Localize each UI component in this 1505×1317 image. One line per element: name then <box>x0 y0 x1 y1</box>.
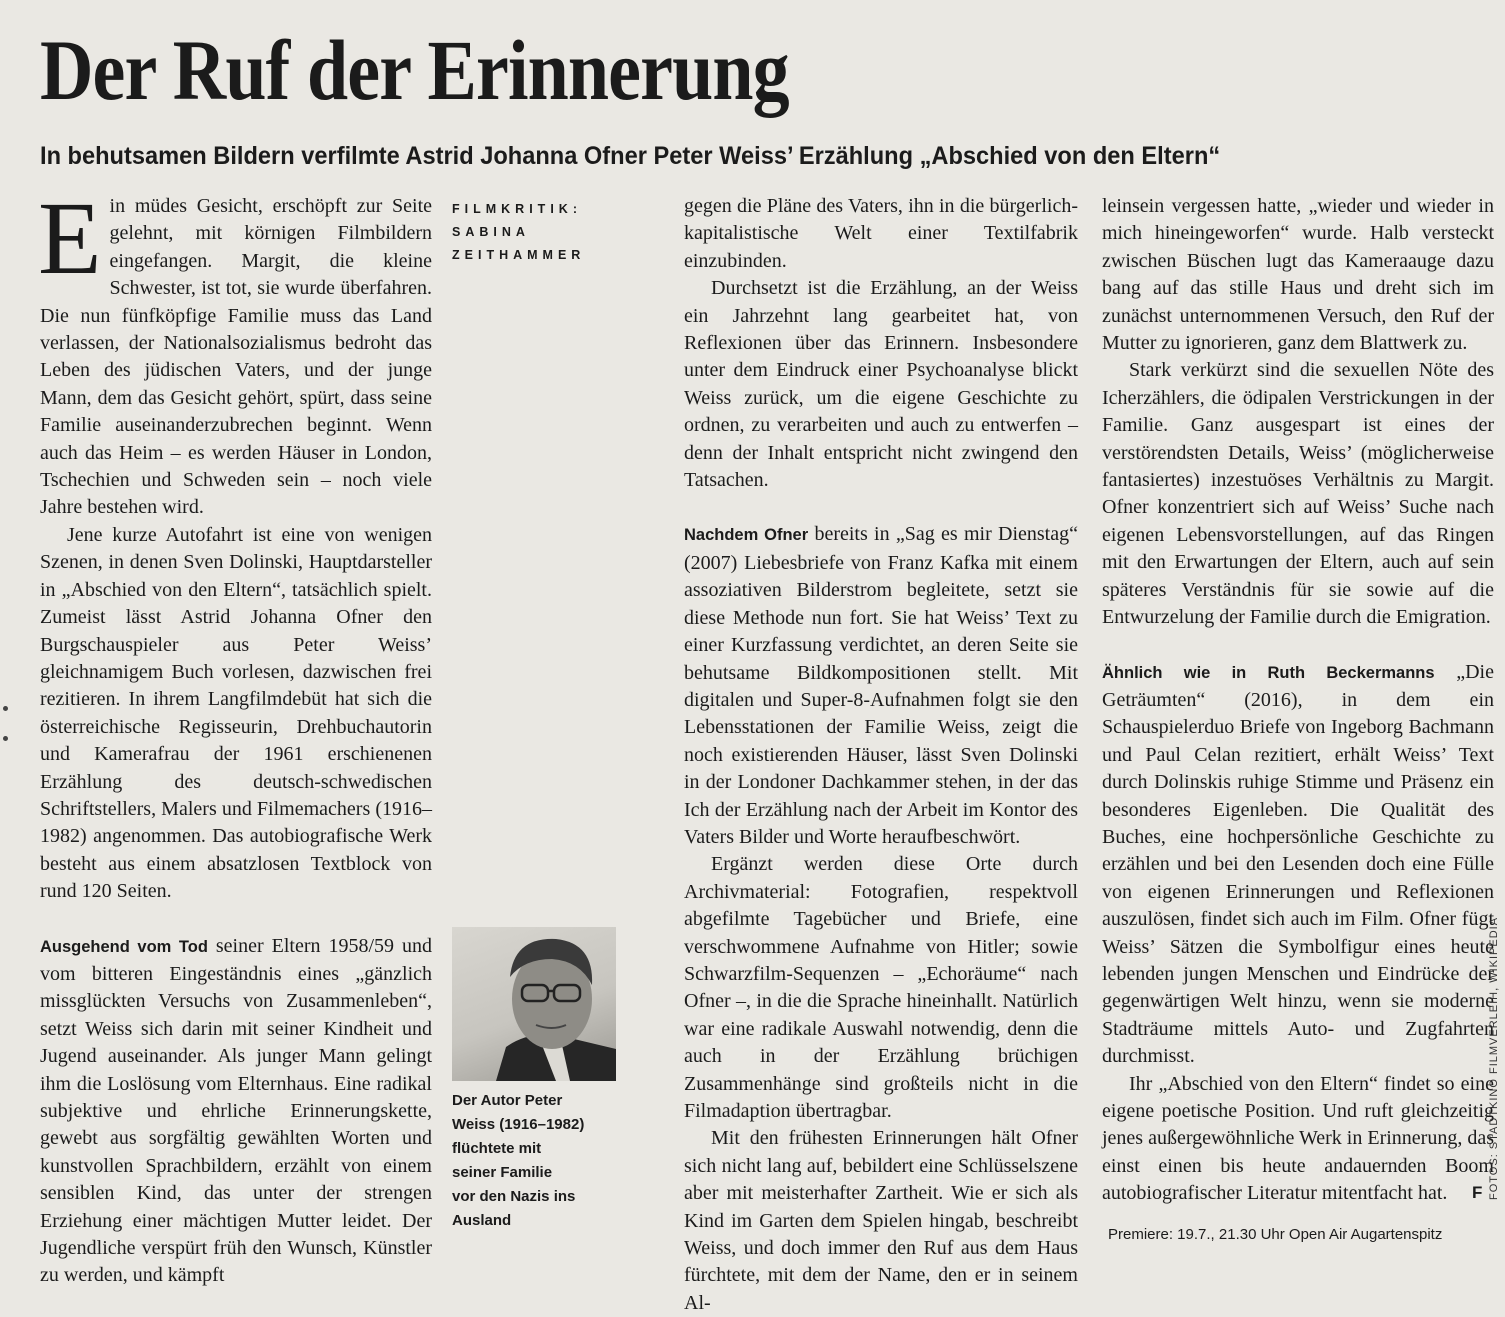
paragraph-text: bereits in „Sag es mir Dienstag“ (2007) Liebesbriefe von Franz Kafka mit einem assoziativen Bilderstrom begleitete, setzt sie diese Methode nun fort. Sie hat Weiss’ Text zu einer Kurzfassung verdichtet, an deren Seite sie behutsame Bildkompositionen stellt. Mit digitalen und Super-8-Aufnahmen folgt sie den Lebensstationen der Familie Weiss, zeigt die noch existierenden Häuser, lässt Sven Dolinski in der Londoner Dachkammer stehen, in der das Ich der Erzählung nach der Arbeit im Kontor des Vaters Bilder und Worte heraufbeschwört. <box>684 523 1078 848</box>
caption-line: seiner Familie <box>452 1164 553 1181</box>
author-portrait-image <box>452 927 616 1081</box>
photo-caption <box>452 1089 622 1233</box>
caption-line: Weiss (1916–1982) <box>452 1116 585 1133</box>
paragraph-text: seiner Eltern 1958/59 und vom bitteren Eingeständnis eines „gänzlich missglückten Versuchs von Zusammenleben“, setzt Weiss sich darin mit seiner Kindheit und Jugend auseinander. Als junger Mann gelingt ihm die Loslösung vom Elternhaus. Eine radikal subjektive und ehrliche Erinnerungskette, gewebt aus sorgfältig gewählten Worten und kunstvollen Sprachbildern, erzählt von einem sensiblen Kind, das unter der strengen Erziehung einer mächtigen Mutter leidet. Der Jugendliche verspürt früh den Wunsch, Künstler zu werden, und kämpft <box>40 934 432 1287</box>
author-photo <box>452 927 616 1081</box>
article-column-3 <box>1102 193 1494 1208</box>
punch-hole-mark <box>3 706 8 711</box>
paragraph-text: in müdes Gesicht, erschöpft zur Seite gelehnt, mit körnigen Filmbildern eingefangen. Margit, die kleine Schwester, ist tot, sie wurde überfahren. Die nun fünfköpfige Familie muss das Land verlassen, der Nationalsozialismus bedroht das Leben des jüdischen Vaters, und der junge Mann, dem das Gesicht gehört, spürt, dass seine Familie auseinanderzubrechen beginnt. Wenn auch das Heim – es werden Häuser in London, Tschechien und Schweden sein – noch viele Jahre bestehen wird. <box>40 195 432 519</box>
paragraph-text: „Die Geträumten“ (2016), in dem ein Schauspielerduo Briefe von Ingeborg Bachmann und Paul Celan rezitiert, erhält Weiss’ Text durch Dolinskis ruhige Stimme und Präsenz ein besonderes Eigenleben. Die Qualität des Buches, eine hochpersönliche Geschichte zu erzählen und bei den Lesenden doch eine Fülle von eigenen Erinnerungen und Reflexionen auszulösen, findet sich auch im Film. Ofner fügt Weiss’ Sätzen die Symbolfigur eines heute lebenden jungen Menschen und Eindrücke der gegenwärtigen Welt hinzu, wenn sie moderne Stadträume mittels Auto- und Zugfahrten durchmisst. <box>1102 660 1494 1068</box>
caption-line: flüchtete mit <box>452 1140 542 1157</box>
article-paragraph: Stark verkürzt sind die sexuellen Nöte des Icherzählers, die ödipalen Verstrickungen in der Familie. Ganz ausgespart ist eines der verstörendsten Details, Weiss’ (möglicherweise fantasiertes) inzestuöses Verhältnis zu Margit. Ofner konzentriert sich auf Weiss’ Suche nach eigenen Lebensvorstellungen, auf das Ringen mit den Erwartungen der Eltern, auch auf sein späteres Verständnis für sie sowie auf die Entwurzelung der Familie durch die Emigration. <box>1102 359 1494 629</box>
subheadline: In behutsamen Bildern verfilmte Astrid Johanna Ofner Peter Weiss’ Erzählung „Abschied von den Eltern“ <box>40 142 1221 170</box>
drop-cap: E <box>38 181 102 296</box>
byline <box>452 198 585 267</box>
article-paragraph: gegen die Pläne des Vaters, ihn in die bürgerlich-kapitalistische Welt einer Textilfabrik einzubinden. <box>684 195 1078 272</box>
paragraph-lead-in: Ähnlich wie in Ruth Beckermanns <box>1102 663 1435 682</box>
caption-line: Ausland <box>452 1212 512 1229</box>
article-paragraph <box>1102 659 1494 1071</box>
punch-hole-mark <box>3 736 8 741</box>
article-paragraph: Ergänzt werden diese Orte durch Archivmaterial: Fotografien, respektvoll abgefilmte Tagebücher und Briefe, eine verschwommene Aufnahme von Hitler; sowie Schwarzfilm-Sequenzen – „Echoräume“ nach Ofner –, in die die Sprache hineinhallt. Natürlich war eine radikale Auswahl notwendig, denn die auch in der Erzählung brüchigen Zusammenhänge sind großteils nicht in die Filmadaption übertragbar. <box>684 853 1078 1122</box>
article-paragraph: leinsein vergessen hatte, „wieder und wieder in mich hineingeworfen“ wurde. Halb versteckt zwischen Büschen lugt das Kameraauge dazu bang auf das stille Haus und dreht sich im zunächst unternommenen Versuch, den Ruf der Mutter zu ignorieren, ganz dem Blattwerk zu. <box>1102 195 1494 355</box>
caption-line: vor den Nazis ins <box>452 1188 576 1205</box>
paragraph-lead-in: Nachdem Ofner <box>684 526 809 545</box>
article-paragraph: Jene kurze Autofahrt ist eine von wenigen Szenen, in denen Sven Dolinski, Hauptdarsteller in „Abschied von den Eltern“, tatsächlich spielt. Zumeist lässt Astrid Johanna Ofner den Burgschauspieler aus Peter Weiss’ gleichnamigem Buch vorlesen, dazwischen frei rezitieren. In ihrem Langfilmdebüt hat sich die österreichische Regisseurin, Drehbuchautorin und Kamerafrau der 1961 erschienenen Erzählung des deutsch-schwedischen Schriftstellers, Malers und Filmemachers (1916–1982) angenommen. Das autobiografische Werk besteht aus einem absatzlosen Textblock von rund 120 Seiten. <box>40 523 432 903</box>
byline-author-last: ZEITHAMMER <box>452 248 586 262</box>
paragraph-lead-in: Ausgehend vom Tod <box>40 937 208 956</box>
end-mark: F <box>1472 1183 1483 1202</box>
byline-author-first: SABINA <box>452 225 530 239</box>
article-paragraph: Ihr „Abschied von den Eltern“ findet so eine eigene poetische Position. Und ruft gleichzeitig jenes außergewöhnliche Werk in Erinnerung, das einst einen bis heute andauernden Boom autobiografischer Literatur mitentfacht hat. <box>1102 1072 1494 1205</box>
headline: Der Ruf der Erinnerung <box>40 22 789 118</box>
article-paragraph <box>38 181 432 522</box>
premiere-info: Premiere: 19.7., 21.30 Uhr Open Air Augartenspitz <box>1108 1226 1443 1243</box>
article-paragraph: Durchsetzt ist die Erzählung, an der Weiss ein Jahrzehnt lang gearbeitet hat, von Reflexionen über das Erinnern. Insbesondere unter dem Eindruck einer Psychoanalyse blickt Weiss zurück, um die eigene Geschichte zu ordnen, zu verarbeiten und auch zu entwerfen – denn der Inhalt entspricht nicht zwingend den Tatsachen. <box>684 277 1078 492</box>
byline-label: FILMKRITIK: <box>452 202 582 216</box>
article-column-1 <box>38 181 432 1290</box>
photo-credit: FOTOS: STADTKINO FILMVERLEIH, WIKIPEDIA <box>1488 916 1500 1200</box>
article-paragraph <box>40 933 432 1290</box>
article-paragraph <box>684 521 1078 851</box>
caption-line: Der Autor Peter <box>452 1092 563 1109</box>
article-paragraph: Mit den frühesten Erinnerungen hält Ofner sich nicht lang auf, bebildert eine Schlüsselszene aber mit meisterhafter Zartheit. Wie er sich als Kind im Garten dem Spielen hingab, beschreibt Weiss, und doch immer den Ruf aus dem Haus fürchtete, mit dem der Name, den er in seinem Al- <box>684 1127 1078 1314</box>
article-column-2 <box>684 193 1078 1317</box>
